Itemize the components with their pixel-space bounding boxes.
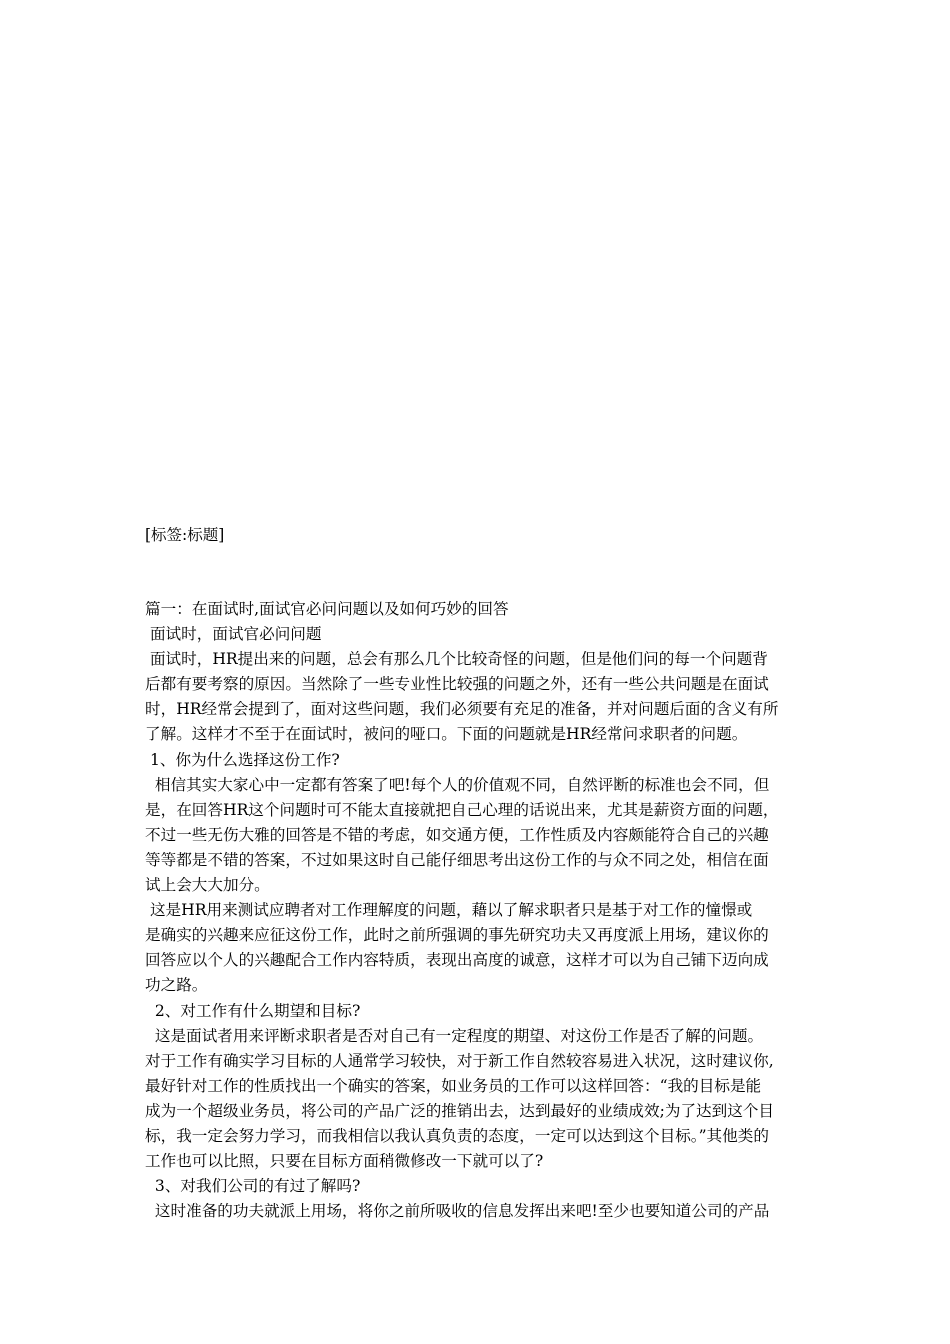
paragraph-line: 后都有要考察的原因。当然除了一些专业性比较强的问题之外，还有一些公共问题是在面试 [145,675,769,694]
paragraph-line: 成为一个超级业务员，将公司的产品广泛的推销出去，达到最好的业绩成效;为了达到这个目 [145,1101,775,1120]
question-heading: 2、对工作有什么期望和目标? [145,1001,361,1020]
paragraph-line: 回答应以个人的兴趣配合工作内容特质，表现出高度的诚意，这样才可以为自己铺下迈向成 [145,951,769,970]
paragraph-line: 是确实的兴趣来应征这份工作，此时之前所强调的事先研究功夫又再度派上用场，建议你的 [145,926,769,945]
tag-label: [标签:标题] [145,526,225,544]
paragraph-line: 这是HR用来测试应聘者对工作理解度的问题，藉以了解求职者只是基于对工作的憧憬或 [145,901,753,920]
paragraph-line: 相信其实大家心中一定都有答案了吧!每个人的价值观不同，自然评断的标准也会不同，但 [145,775,770,794]
article-body [145,597,805,1224]
paragraph-line: 最好针对工作的性质找出一个确实的答案，如业务员的工作可以这样回答：“我的目标是能 [145,1076,762,1095]
paragraph-line: 功之路。 [145,976,208,995]
paragraph-line: 工作也可以比照，只要在目标方面稍微修改一下就可以了? [145,1152,544,1171]
paragraph-line: 等等都是不错的答案，不过如果这时自己能仔细思考出这份工作的与众不同之处，相信在面 [145,850,769,869]
paragraph-line: 面试时，HR提出来的问题，总会有那么几个比较奇怪的问题，但是他们问的每一个问题背 [145,650,768,669]
paragraph-line: 这时准备的功夫就派上用场，将你之前所吸收的信息发挥出来吧!至少也要知道公司的产品 [145,1202,770,1221]
question-heading: 1、你为什么选择这份工作? [145,750,340,769]
article-title: 篇一：在面试时,面试官必问问题以及如何巧妙的回答 [145,600,509,618]
section-heading: 面试时，面试官必问问题 [145,625,322,644]
paragraph-line: 对于工作有确实学习目标的人通常学习较快，对于新工作自然较容易进入状况，这时建议你, [145,1051,774,1070]
paragraph-line: 时，HR经常会提到了，面对这些问题，我们必须要有充足的准备，并对问题后面的含义有所 [145,700,779,719]
paragraph-line: 不过一些无伤大雅的回答是不错的考虑，如交通方便，工作性质及内容颇能符合自己的兴趣 [145,825,769,844]
paragraph-line: 标，我一定会努力学习，而我相信以我认真负责的态度，一定可以达到这个目标。”其他类的 [145,1126,769,1145]
paragraph-line: 是，在回答HR这个问题时可不能太直接就把自己心理的话说出来，尤其是薪资方面的问题， [145,800,779,819]
paragraph-line: 试上会大大加分。 [145,876,270,895]
paragraph-line: 这是面试者用来评断求职者是否对自己有一定程度的期望、对这份工作是否了解的问题。 [145,1026,764,1045]
paragraph-line: 了解。这样才不至于在面试时，被问的哑口。下面的问题就是HR经常问求职者的问题。 [145,725,748,744]
question-heading: 3、对我们公司的有过了解吗? [145,1177,361,1196]
